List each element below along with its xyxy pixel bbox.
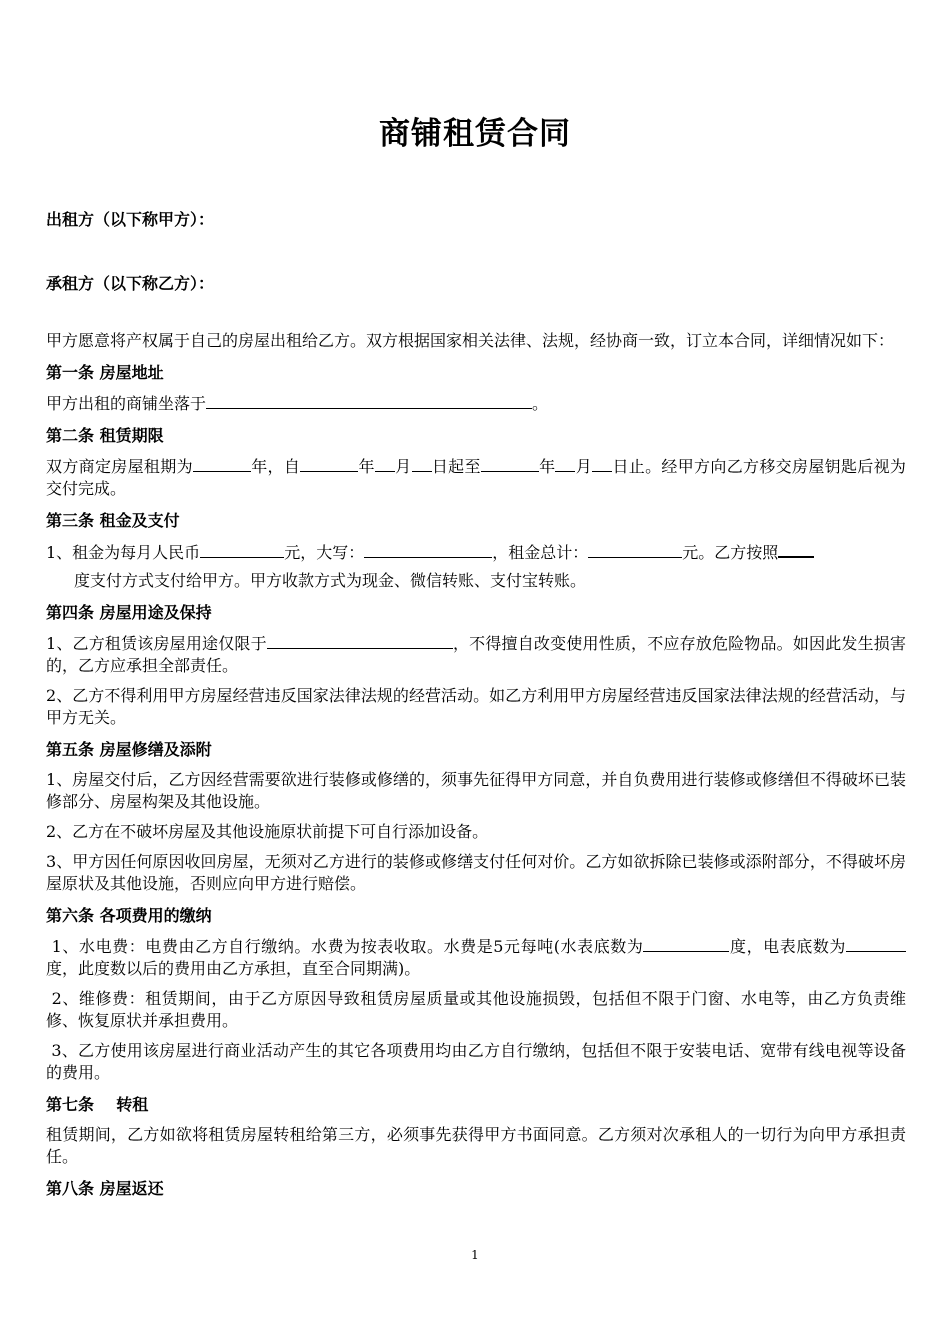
article-4-text-1 [46,632,906,677]
article-7-heading: 第七条 转租 [46,1095,149,1114]
monthly-rent-blank[interactable] [200,541,284,558]
article-6-text-1 [46,935,906,980]
text-run: 日止。经甲方向乙方移交房屋钥匙后视为交付完成。 [46,457,906,498]
text-run: 月 [394,457,412,476]
text-run: ，不得擅自改变使用性质，不应存放危险物品。如因此发生损害的，乙方应承担全部责任。 [46,634,906,675]
article-6-text-3: 3、乙方使用该房屋进行商业活动产生的其它各项费用均由乙方自行缴纳，包括但不限于安装电话、宽带有线电视等设备的费用。 [46,1041,906,1082]
text-run: 年，自 [250,457,301,476]
text-run: 双方商定房屋租期为 [46,457,193,476]
text-run: ，租金总计： [492,543,589,562]
text-run: 年 [538,457,556,476]
intro-paragraph: 甲方愿意将产权属于自己的房屋出租给乙方。双方根据国家相关法律、法规，经协商一致，订立本合同，详细情况如下： [46,331,895,350]
text-run: 日起至 [431,457,481,476]
text-run: 1、水电费：电费由乙方自行缴纳。水费为按表收取。水费是5元每吨(水表底数为 [46,937,644,956]
end-year-blank[interactable] [481,455,539,472]
lessor-line: 出租方（以下称甲方）： [46,210,215,229]
payment-period-blank[interactable] [778,540,814,558]
article-7-text: 租赁期间，乙方如欲将租赁房屋转租给第三方，必须事先获得甲方书面同意。乙方须对次承租人的一切行为向甲方承担责任。 [46,1125,906,1166]
text-run: 1、租金为每月人民币 [46,543,201,562]
text-run: 年 [358,457,375,476]
contract-body [46,330,906,1208]
end-month-blank[interactable] [555,455,575,472]
article-1-heading: 第一条 房屋地址 [46,363,164,382]
article-5-text-3: 3、甲方因任何原因收回房屋，无须对乙方进行的装修或修缮支付任何对价。乙方如欲拆除已装修或添附部分，不得破坏房屋原状及其他设施，否则应向甲方进行赔偿。 [46,852,906,893]
article-1-text [46,392,906,415]
electric-meter-blank[interactable] [846,935,906,952]
lessee-line: 承租方（以下称乙方）： [46,274,215,293]
article-5-heading: 第五条 房屋修缮及添附 [46,740,212,759]
start-month-blank[interactable] [375,455,395,472]
total-rent-blank[interactable] [588,541,682,558]
document-title: 商铺租赁合同 [379,116,571,152]
text-run: 月 [575,457,593,476]
article-3-heading: 第三条 租金及支付 [46,511,180,530]
article-3-text-2: 度支付方式支付给甲方。甲方收款方式为现金、微信转账、支付宝转账。 [74,571,587,590]
page-number: 1 [471,1248,479,1262]
usage-blank[interactable] [267,632,453,649]
article-6-text-2: 2、维修费：租赁期间，由于乙方原因导致租赁房屋质量或其他设施损毁，包括但不限于门窗、水电等，由乙方负责维修、恢复原状并承担费用。 [46,989,906,1030]
article-4-text-2: 2、乙方不得利用甲方房屋经营违反国家法律法规的经营活动。如乙方利用甲方房屋经营违反国家法律法规的经营活动，与甲方无关。 [46,686,906,727]
rent-in-words-blank[interactable] [364,541,492,558]
article-8-heading: 第八条 房屋返还 [46,1179,164,1198]
article-6-heading: 第六条 各项费用的缴纳 [46,906,212,925]
term-years-blank[interactable] [193,455,251,472]
article-2-heading: 第二条 租赁期限 [46,426,164,445]
address-blank[interactable] [206,392,532,409]
text-run: 度，此度数以后的费用由乙方承担，直至合同期满)。 [46,959,421,978]
article-5-text-1: 1、房屋交付后，乙方因经营需要欲进行装修或修缮的，须事先征得甲方同意，并自负费用进行装修或修缮但不得破坏已装修部分、房屋构架及其他设施。 [46,770,906,811]
article-4-heading: 第四条 房屋用途及保持 [46,603,212,622]
article-2-text [46,455,906,500]
start-day-blank[interactable] [412,455,432,472]
text-run: 。 [532,394,549,413]
text-run: 度，电表底数为 [729,937,846,956]
article-3-text-1 [46,540,906,564]
article-5-text-2: 2、乙方在不破坏房屋及其他设施原状前提下可自行添加设备。 [46,822,489,841]
text-run: 元。乙方按照 [682,543,779,562]
end-day-blank[interactable] [592,455,612,472]
water-meter-blank[interactable] [643,935,729,952]
text-run: 甲方出租的商铺坐落于 [46,394,207,413]
start-year-blank[interactable] [300,455,358,472]
text-run: 1、乙方租赁该房屋用途仅限于 [46,634,267,653]
text-run: 元，大写： [284,543,365,562]
